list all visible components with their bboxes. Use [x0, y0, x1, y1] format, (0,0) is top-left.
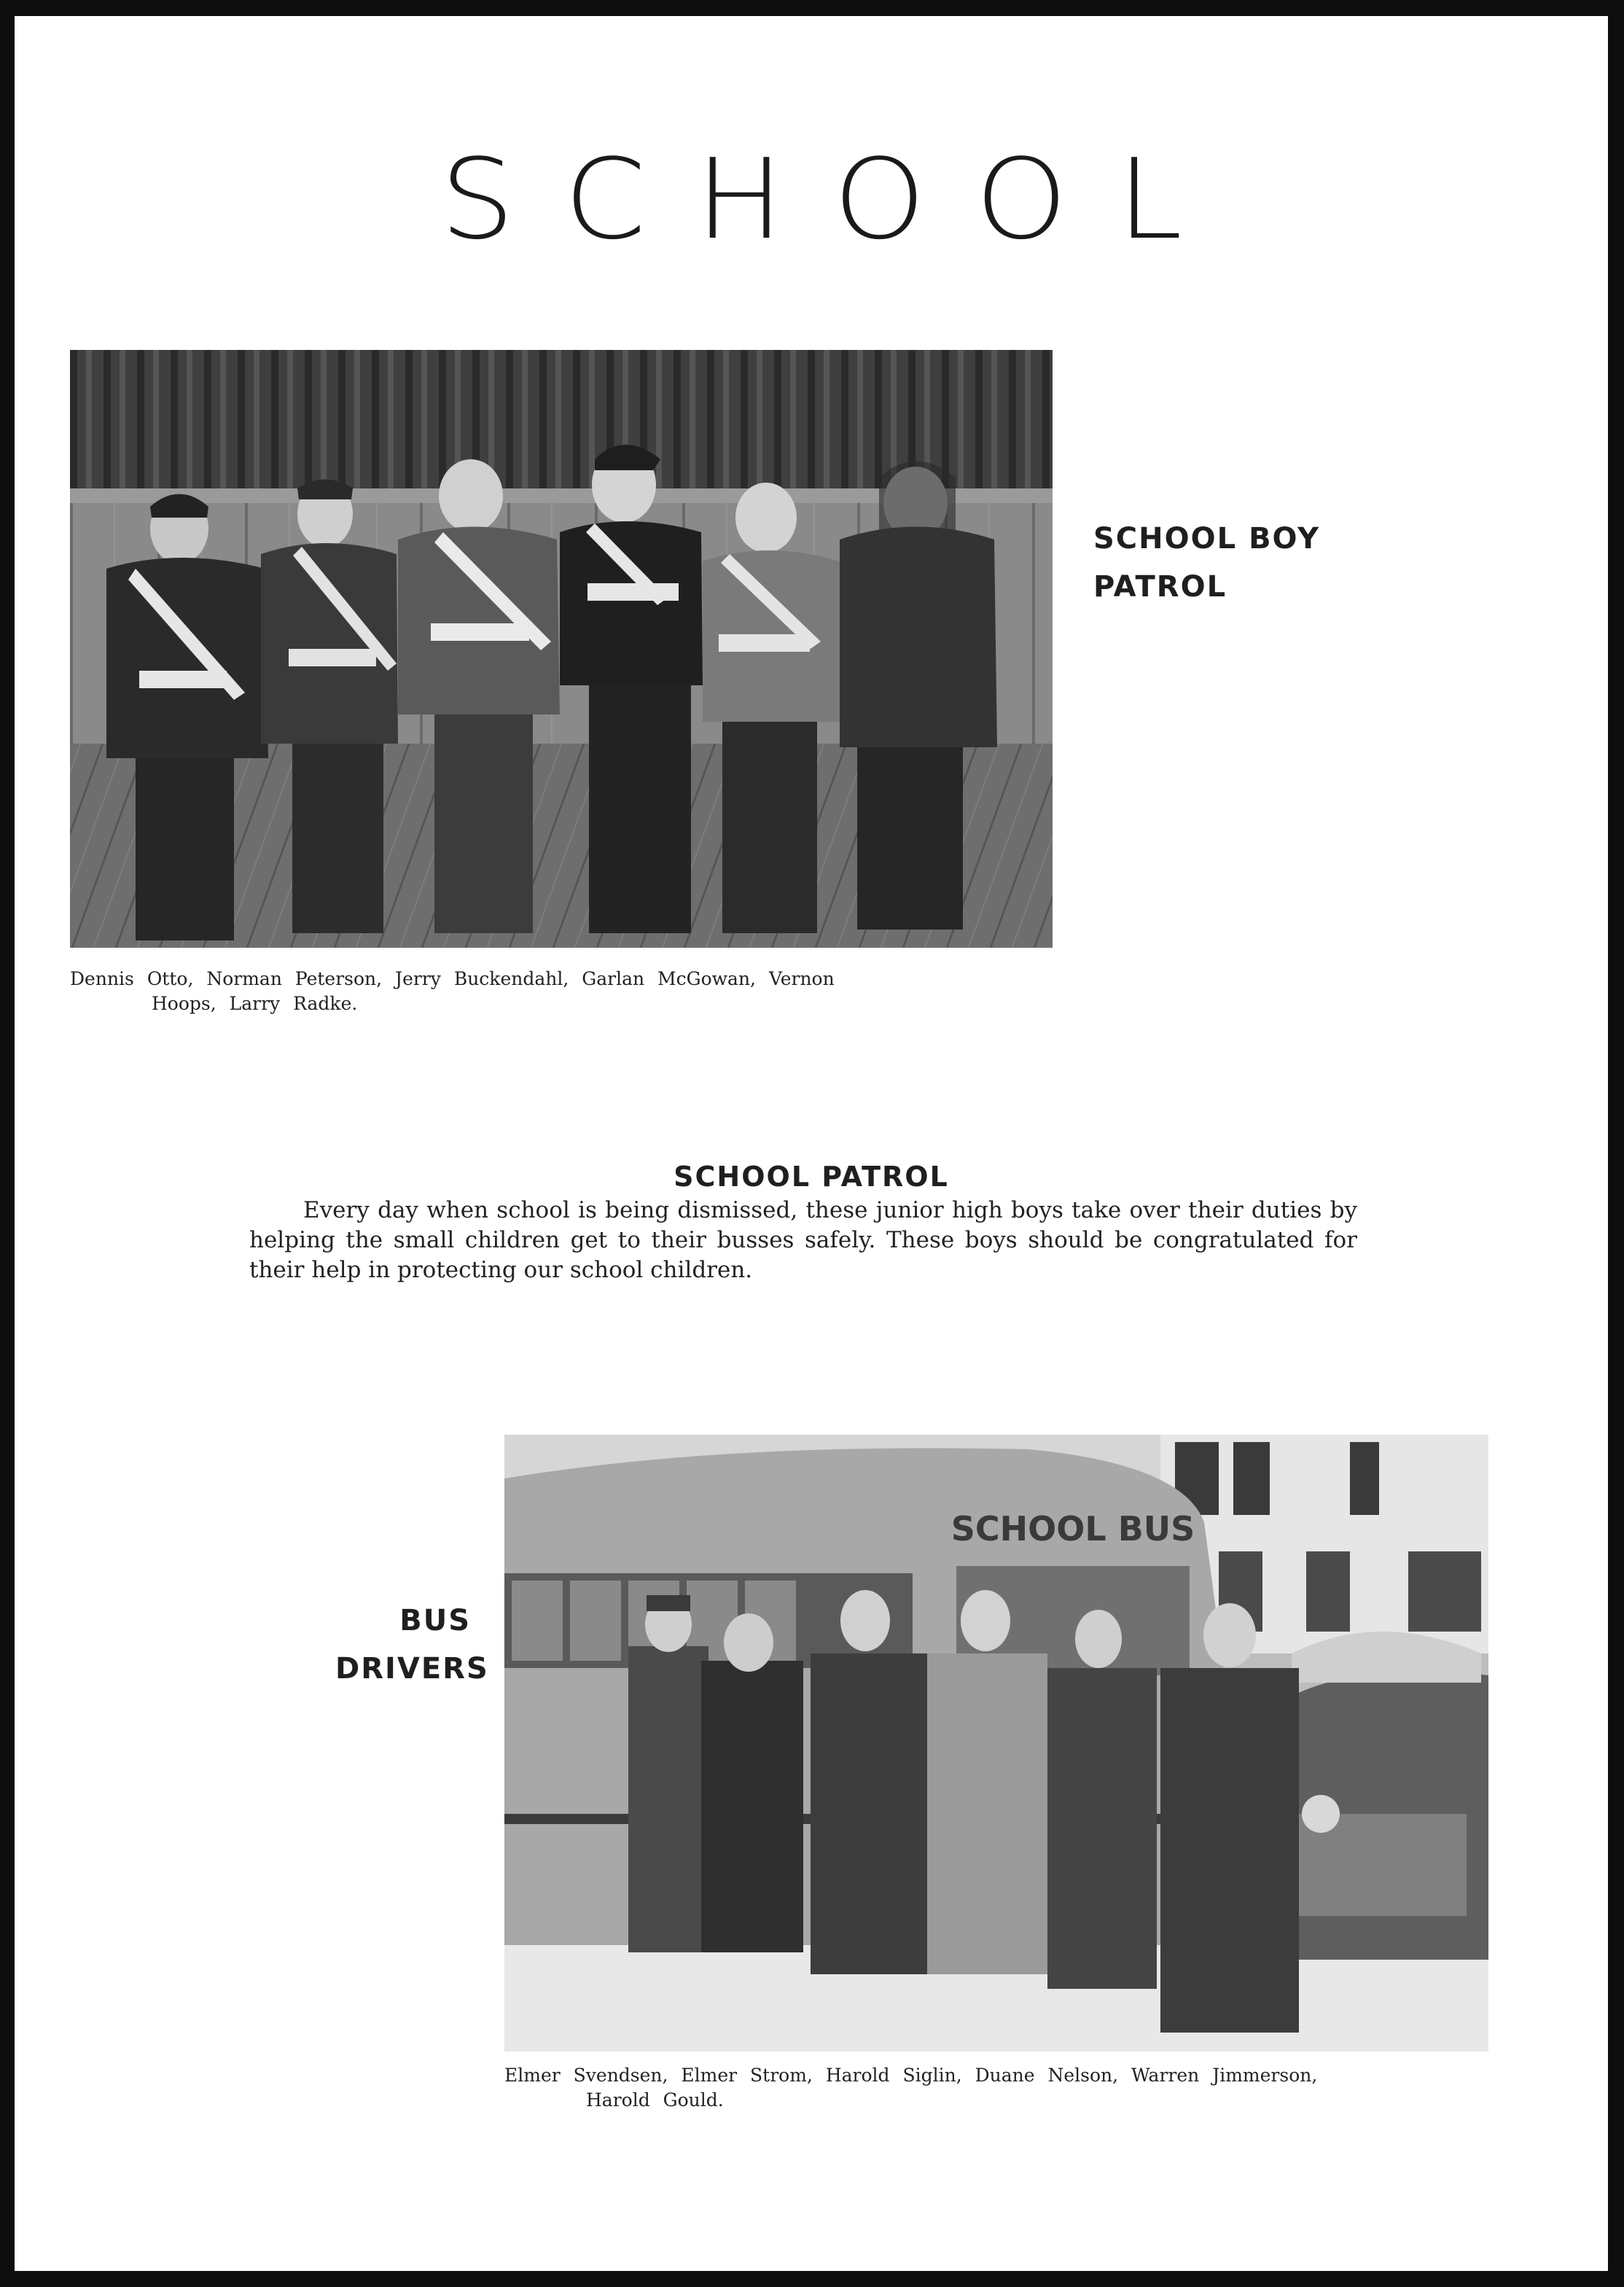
bus-photo-caption	[504, 2063, 1481, 2113]
school-boy-patrol-photo	[70, 350, 1053, 948]
school-boy-patrol-heading: SCHOOL BOY PATROL	[1093, 522, 1321, 604]
page-title: SCHOOL	[440, 135, 1233, 264]
bus-sign: SCHOOL BUS	[950, 1509, 1195, 1548]
yearbook-page	[15, 16, 1608, 2271]
patrol-photo-caption	[70, 967, 974, 1016]
caption-line: Dennis Otto, Norman Peterson, Jerry Buckendahl, Garlan McGowan, Vernon	[70, 968, 835, 989]
caption-line: Elmer Svendsen, Elmer Strom, Harold Siglin, Duane Nelson, Warren Jimmerson,	[504, 2065, 1318, 2086]
caption-line: Hoops, Larry Radke.	[152, 993, 358, 1014]
school-patrol-paragraph: Every day when school is being dismissed, these junior high boys take over their duties by helping the small children get to their busses safely. These boys should be congratulated for their help in protecting our school children.	[249, 1197, 1357, 1283]
bus-drivers-heading: BUS DRIVERS	[335, 1604, 489, 1686]
caption-line: Harold Gould.	[586, 2089, 724, 2111]
bus-drivers-photo	[504, 1435, 1488, 2052]
school-patrol-heading: SCHOOL PATROL	[674, 1161, 949, 1193]
